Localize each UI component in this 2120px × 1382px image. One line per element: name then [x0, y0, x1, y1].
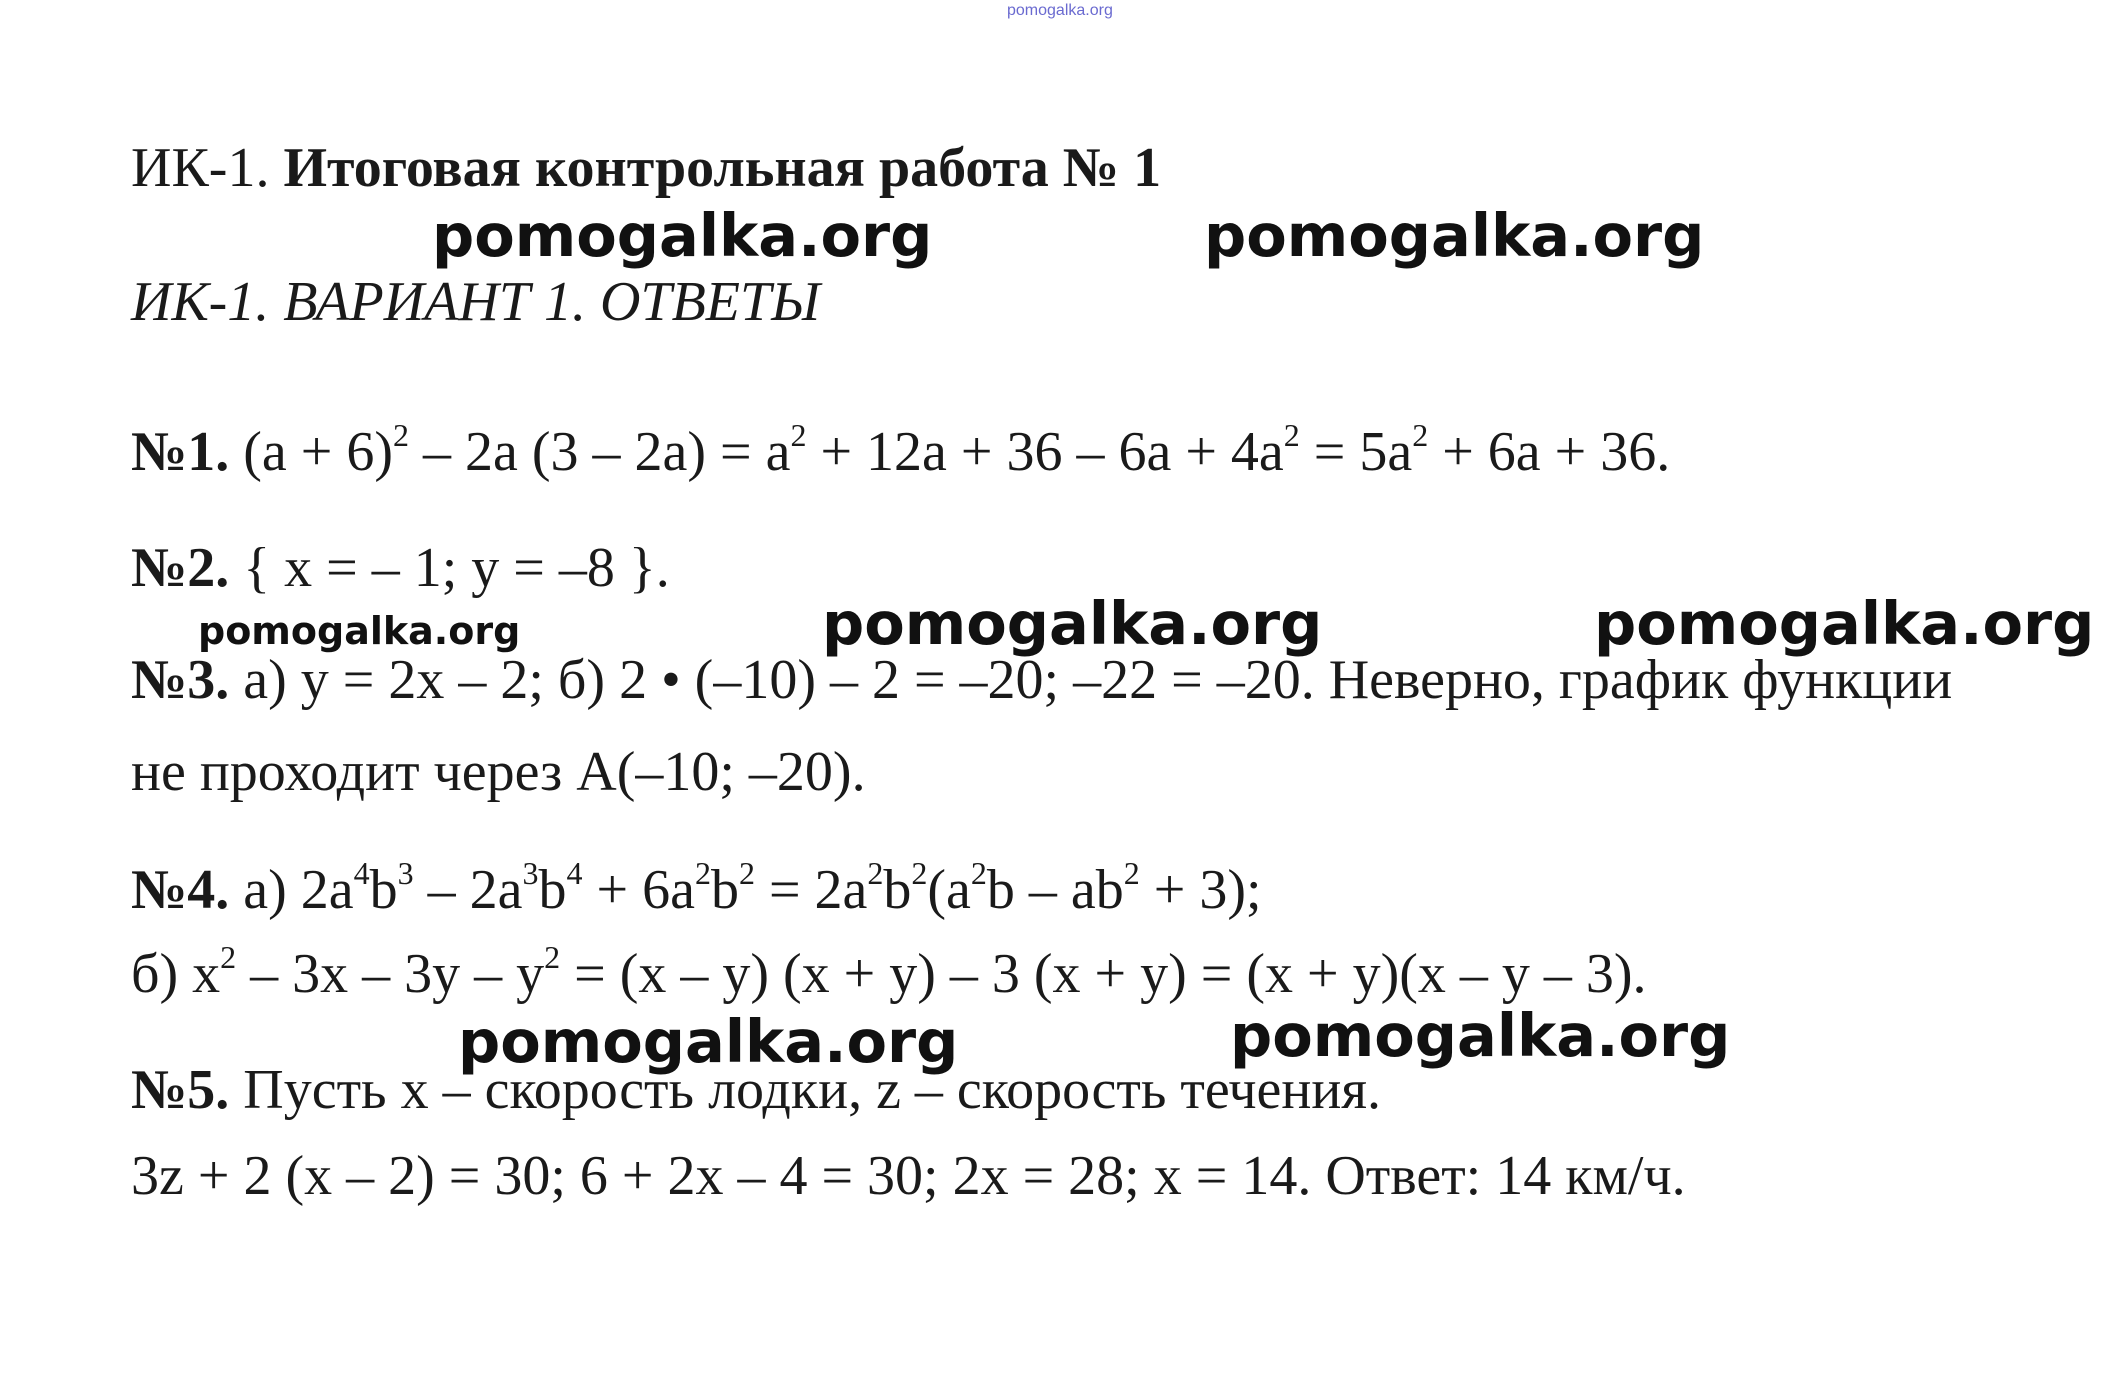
answer-1-text: + 12a + 36 – 6a + 4a [806, 421, 1284, 483]
superscript: 2 [911, 855, 928, 891]
answer-4a [131, 855, 1262, 921]
superscript: 2 [393, 417, 410, 453]
answer-4b-text: – 3x – 3y – y [236, 943, 545, 1005]
header-site-link[interactable]: pomogalka.org [1007, 2, 1113, 19]
answer-1-text: + 6a + 36. [1428, 421, 1671, 483]
superscript: 2 [1123, 855, 1140, 891]
answer-4a-text: b [538, 859, 567, 921]
watermark-text: pomogalka.org [1230, 1001, 1731, 1070]
answer-4b-text: б) x [131, 943, 221, 1005]
answer-4a-text: b [369, 859, 398, 921]
answer-2-text: { x = – 1; y = –8 }. [229, 537, 670, 599]
superscript: 4 [566, 855, 583, 891]
answer-4a-text: (a [927, 859, 971, 921]
answer-3 [131, 649, 1953, 711]
superscript: 2 [790, 417, 807, 453]
answer-3-text: а) y = 2x – 2; б) 2 • (–10) – 2 = –20; –22 = –20. Неверно, график функции [229, 649, 1953, 711]
answer-4b [131, 939, 1647, 1005]
answer-4a-text: – 2a [413, 859, 523, 921]
superscript: 3 [522, 855, 539, 891]
answer-1-text: = 5a [1299, 421, 1413, 483]
answer-4a-text: а) 2a [229, 859, 354, 921]
answer-5-line-2: 3z + 2 (x – 2) = 30; 6 + 2x – 4 = 30; 2x = 28; x = 14. Ответ: 14 км/ч. [131, 1145, 1686, 1207]
superscript: 2 [544, 939, 561, 975]
answer-4a-text: b [710, 859, 739, 921]
superscript: 2 [1283, 417, 1300, 453]
answer-2 [131, 537, 670, 599]
page-title [131, 137, 1162, 199]
answer-4a-text: = 2a [754, 859, 868, 921]
superscript: 2 [694, 855, 711, 891]
superscript: 4 [353, 855, 370, 891]
title-bold: Итоговая контрольная работа № 1 [283, 137, 1162, 199]
superscript: 2 [1412, 417, 1429, 453]
answer-4b-text: = (x – y) (x + y) – 3 (x + y) = (x + y)(x – y – 3). [560, 943, 1647, 1005]
superscript: 2 [970, 855, 987, 891]
answer-4a-text: b – ab [986, 859, 1124, 921]
answer-1 [131, 417, 1671, 483]
answer-4-label: №4. [131, 859, 230, 921]
watermark-text: pomogalka.org [198, 609, 521, 653]
answer-3-line-2: не проходит через A(–10; –20). [131, 741, 866, 803]
variant-subtitle: ИК-1. ВАРИАНТ 1. ОТВЕТЫ [131, 271, 820, 333]
answer-1-text: (a + 6) [229, 421, 394, 483]
answer-1-label: №1. [131, 421, 230, 483]
superscript: 2 [220, 939, 237, 975]
watermark-text: pomogalka.org [1204, 201, 1705, 270]
watermark-text: pomogalka.org [432, 201, 933, 270]
superscript: 2 [738, 855, 755, 891]
watermark-text: pomogalka.org [822, 589, 1323, 658]
superscript: 3 [397, 855, 414, 891]
answer-4a-text: + 6a [582, 859, 695, 921]
answer-4a-text: b [883, 859, 912, 921]
title-prefix: ИК-1. [131, 137, 270, 199]
answer-5-text: Пусть x – скорость лодки, z – скорость течения. [229, 1059, 1382, 1121]
answer-4a-text: + 3); [1139, 859, 1262, 921]
answer-5-label: №5. [131, 1059, 230, 1121]
answer-1-text: – 2a (3 – 2a) = a [409, 421, 791, 483]
superscript: 2 [867, 855, 884, 891]
answer-3-label: №3. [131, 649, 230, 711]
watermark-text: pomogalka.org [1594, 589, 2095, 658]
answer-2-label: №2. [131, 537, 230, 599]
watermark-text: pomogalka.org [458, 1007, 959, 1076]
